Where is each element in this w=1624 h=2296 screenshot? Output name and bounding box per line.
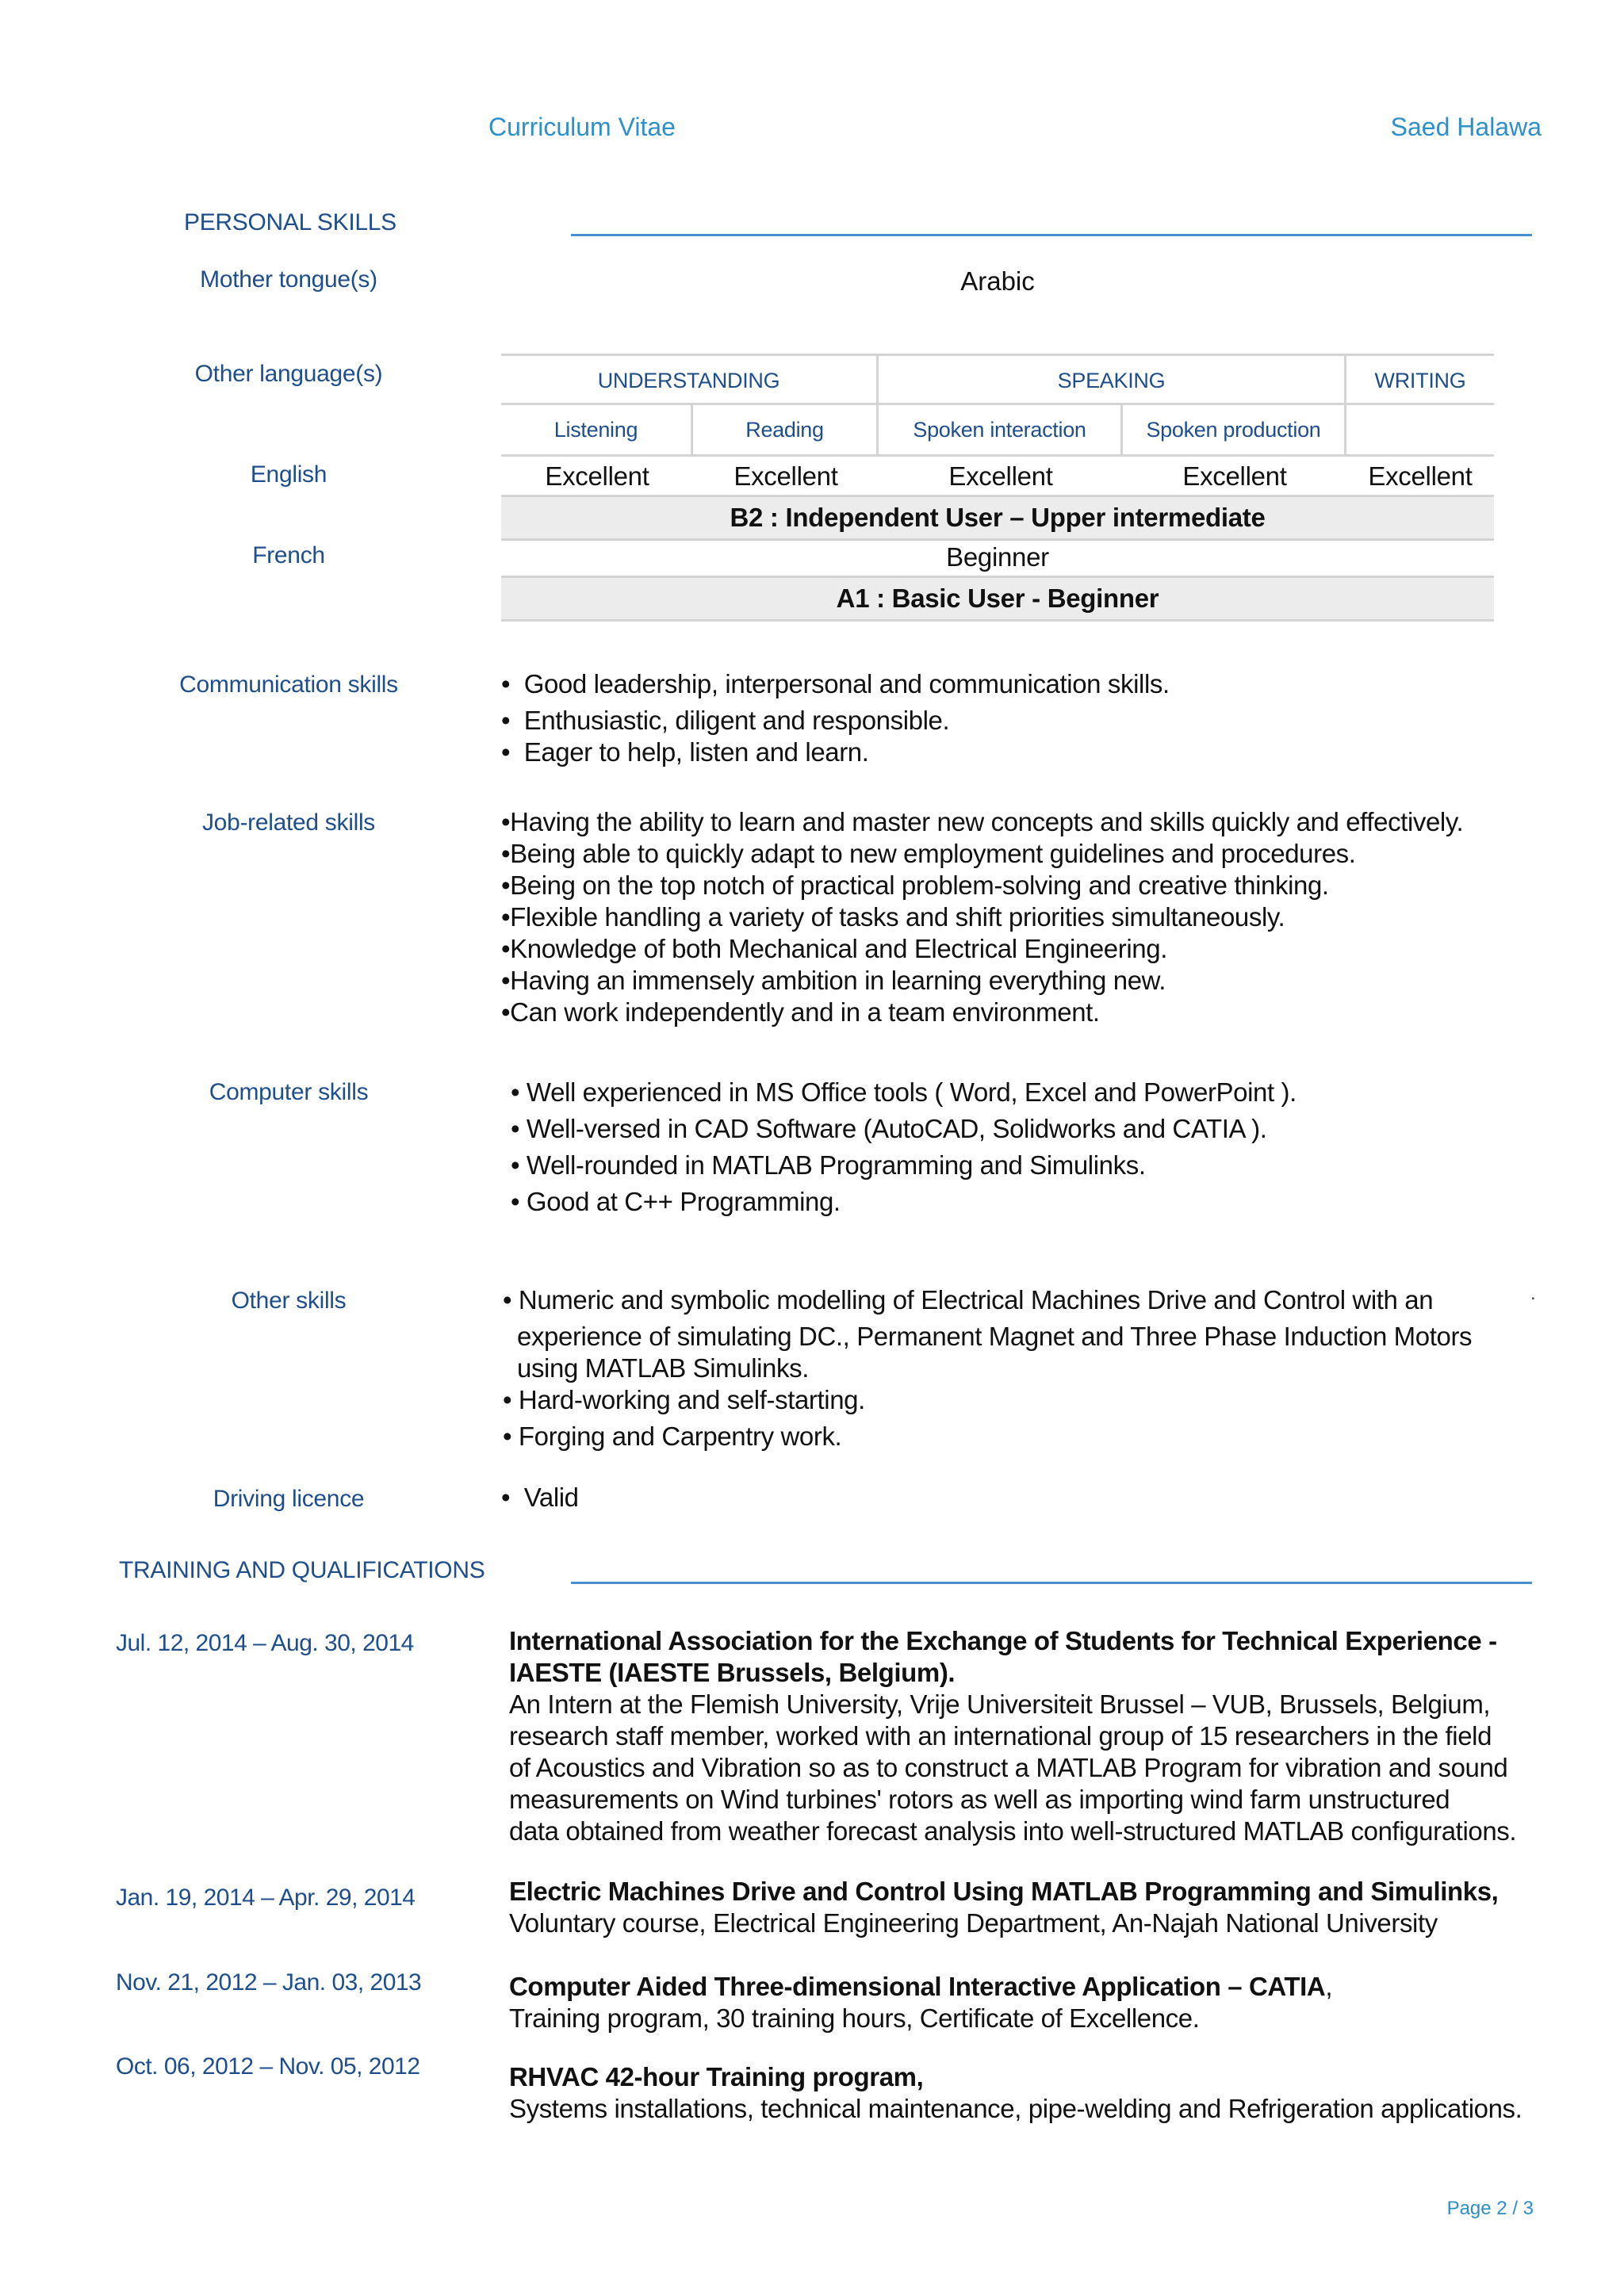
group-understanding: UNDERSTANDING <box>501 356 879 405</box>
training-entry <box>509 2061 1540 2125</box>
english-writing: Excellent <box>1368 461 1473 491</box>
header-title: Curriculum Vitae <box>488 113 676 141</box>
list-item-text: Enthusiastic, diligent and responsible. <box>523 706 950 735</box>
list-item: • Forging and Carpentry work. <box>503 1422 842 1451</box>
list-item-text: Good at C++ Programming. <box>526 1187 841 1216</box>
label-job-related-skills: Job-related skills <box>201 809 376 836</box>
subhead-empty <box>1346 405 1494 454</box>
list-item: •Knowledge of both Mechanical and Electrical Engineering. <box>501 934 1167 963</box>
list-item: • Well experienced in MS Office tools ( Word, Excel and PowerPoint ). <box>511 1077 1297 1107</box>
list-item-text: Being on the top notch of practical problem-solving and creative thinking. <box>510 871 1329 900</box>
list-item-text: Hard-working and self-starting. <box>518 1385 865 1414</box>
group-speaking: SPEAKING <box>879 356 1346 405</box>
list-item-text: Can work independently and in a team environment. <box>510 997 1100 1027</box>
label-mother-tongue: Mother tongue(s) <box>200 266 377 293</box>
list-item: • Good leadership, interpersonal and communication skills. <box>501 669 1170 698</box>
training-entry-title: International Association for the Exchange of Students for Technical Experience - <box>509 1626 1497 1655</box>
label-french: French <box>252 542 325 568</box>
table-row-french <box>501 538 1494 577</box>
section-title-personal-skills: PERSONAL SKILLS <box>184 209 396 235</box>
list-item-text: Well-versed in CAD Software (AutoCAD, Solidworks and CATIA ). <box>526 1114 1267 1143</box>
training-date: Jan. 19, 2014 – Apr. 29, 2014 <box>116 1885 416 1911</box>
training-entry-line: measurements on Wind turbines' rotors as well as importing wind farm unstructured <box>509 1785 1450 1814</box>
training-entry-title: IAESTE (IAESTE Brussels, Belgium). <box>509 1658 956 1687</box>
label-other-skills: Other skills <box>231 1288 347 1314</box>
list-item-text: Numeric and symbolic modelling of Electrical Machines Drive and Control with an <box>518 1285 1434 1314</box>
stray-mark: . <box>1530 1283 1536 1304</box>
header-name: Saed Halawa <box>1390 113 1542 141</box>
training-entry-line: of Acoustics and Vibration so as to construct a MATLAB Program for vibration and sound <box>509 1753 1508 1782</box>
training-date: Nov. 21, 2012 – Jan. 03, 2013 <box>116 1969 422 1996</box>
list-item: • Enthusiastic, diligent and responsible. <box>501 706 950 735</box>
english-spoken-production: Excellent <box>1182 461 1287 491</box>
training-entry-title: RHVAC 42-hour Training program, <box>509 2062 924 2091</box>
english-spoken-interaction: Excellent <box>948 461 1053 491</box>
english-listening: Excellent <box>545 461 649 491</box>
training-entry-line: Systems installations, technical maintenance, pipe-welding and Refrigeration applications. <box>509 2094 1522 2123</box>
list-item-text: Well experienced in MS Office tools ( Word, Excel and PowerPoint ). <box>526 1077 1297 1107</box>
training-date: Oct. 06, 2012 – Nov. 05, 2012 <box>116 2053 420 2080</box>
driving-licence-value: • Valid <box>501 1483 579 1512</box>
section-rule <box>571 234 1532 236</box>
training-entry-title: Computer Aided Three-dimensional Interactive Application – CATIA <box>509 1972 1326 2001</box>
training-date: Jul. 12, 2014 – Aug. 30, 2014 <box>116 1630 414 1656</box>
training-entry <box>509 1625 1540 1847</box>
list-item-text: Forging and Carpentry work. <box>518 1422 842 1451</box>
section-title-training: TRAINING AND QUALIFICATIONS <box>119 1557 485 1583</box>
french-level: A1 : Basic User - Beginner <box>836 584 1159 613</box>
group-writing: WRITING <box>1374 368 1466 392</box>
subhead-spoken-interaction: Spoken interaction <box>879 405 1123 454</box>
subhead-spoken-production: Spoken production <box>1123 405 1346 454</box>
training-entry-line: Training program, 30 training hours, Certificate of Excellence. <box>509 2003 1200 2033</box>
list-item-text: Flexible handling a variety of tasks and shift priorities simultaneously. <box>510 902 1285 932</box>
english-level: B2 : Independent User – Upper intermediate <box>730 503 1266 532</box>
label-communication-skills: Communication skills <box>179 672 398 698</box>
table-subhead-row <box>501 403 1494 457</box>
list-item: • Good at C++ Programming. <box>511 1187 841 1216</box>
table-level-french <box>501 576 1494 622</box>
table-row-english <box>501 457 1494 496</box>
table-level-english <box>501 495 1494 541</box>
training-entry-line: Voluntary course, Electrical Engineering Department, An-Najah National University <box>509 1908 1438 1938</box>
list-item-text: Eager to help, listen and learn. <box>523 737 869 767</box>
list-item: • Numeric and symbolic modelling of Electrical Machines Drive and Control with an <box>503 1285 1434 1314</box>
driving-licence-text: Valid <box>523 1483 579 1512</box>
training-entry-line: research staff member, worked with an international group of 15 researchers in the field <box>509 1721 1492 1751</box>
list-item-text: Having an immensely ambition in learning everything new. <box>510 966 1166 995</box>
label-other-languages: Other language(s) <box>194 361 383 387</box>
list-item-text: Being able to quickly adapt to new employment guidelines and procedures. <box>510 839 1356 868</box>
section-rule <box>571 1582 1532 1584</box>
list-item: •Being able to quickly adapt to new employment guidelines and procedures. <box>501 839 1356 868</box>
list-item: •Having an immensely ambition in learning everything new. <box>501 966 1166 995</box>
label-computer-skills: Computer skills <box>209 1079 369 1105</box>
list-item: •Flexible handling a variety of tasks and shift priorities simultaneously. <box>501 902 1285 932</box>
list-item-text: Well-rounded in MATLAB Programming and Simulinks. <box>526 1150 1146 1180</box>
training-entry-title-row <box>509 1971 1540 2003</box>
training-entry-line: An Intern at the Flemish University, Vrije Universiteit Brussel – VUB, Brussels, Belgium, <box>509 1689 1491 1719</box>
subhead-listening: Listening <box>501 405 693 454</box>
training-entry-line: data obtained from weather forecast analysis into well-structured MATLAB configurations. <box>509 1816 1517 1846</box>
list-item: • Well-rounded in MATLAB Programming and Simulinks. <box>511 1150 1146 1180</box>
training-entry-title-suffix: , <box>1325 1972 1333 2001</box>
training-entry-title: Electric Machines Drive and Control Using MATLAB Programming and Simulinks, <box>509 1877 1499 1906</box>
page-number: Page 2 / 3 <box>1446 2198 1534 2219</box>
list-item: • Well-versed in CAD Software (AutoCAD, Solidworks and CATIA ). <box>511 1114 1267 1143</box>
list-item: •Can work independently and in a team environment. <box>501 997 1100 1027</box>
training-entry <box>509 1876 1540 1939</box>
list-item: • Eager to help, listen and learn. <box>501 737 869 767</box>
french-value: Beginner <box>946 542 1049 572</box>
list-item: •Being on the top notch of practical problem-solving and creative thinking. <box>501 871 1329 900</box>
mother-tongue-value: Arabic <box>960 266 1035 296</box>
list-item-text: Good leadership, interpersonal and communication skills. <box>523 669 1170 698</box>
label-english: English <box>250 461 327 488</box>
list-item: •Having the ability to learn and master new concepts and skills quickly and effectively. <box>501 807 1464 836</box>
table-group-row <box>501 354 1494 405</box>
subhead-reading: Reading <box>693 405 879 454</box>
list-item-text: Knowledge of both Mechanical and Electrical Engineering. <box>510 934 1167 963</box>
english-reading: Excellent <box>733 461 838 491</box>
list-item-continuation: experience of simulating DC., Permanent Magnet and Three Phase Induction Motors <box>517 1322 1473 1351</box>
training-entry <box>509 1971 1540 2034</box>
list-item-continuation: using MATLAB Simulinks. <box>517 1353 809 1383</box>
label-driving-licence: Driving licence <box>213 1486 365 1512</box>
list-item: • Hard-working and self-starting. <box>503 1385 865 1414</box>
list-item-text: Having the ability to learn and master new concepts and skills quickly and effectively. <box>510 807 1464 836</box>
